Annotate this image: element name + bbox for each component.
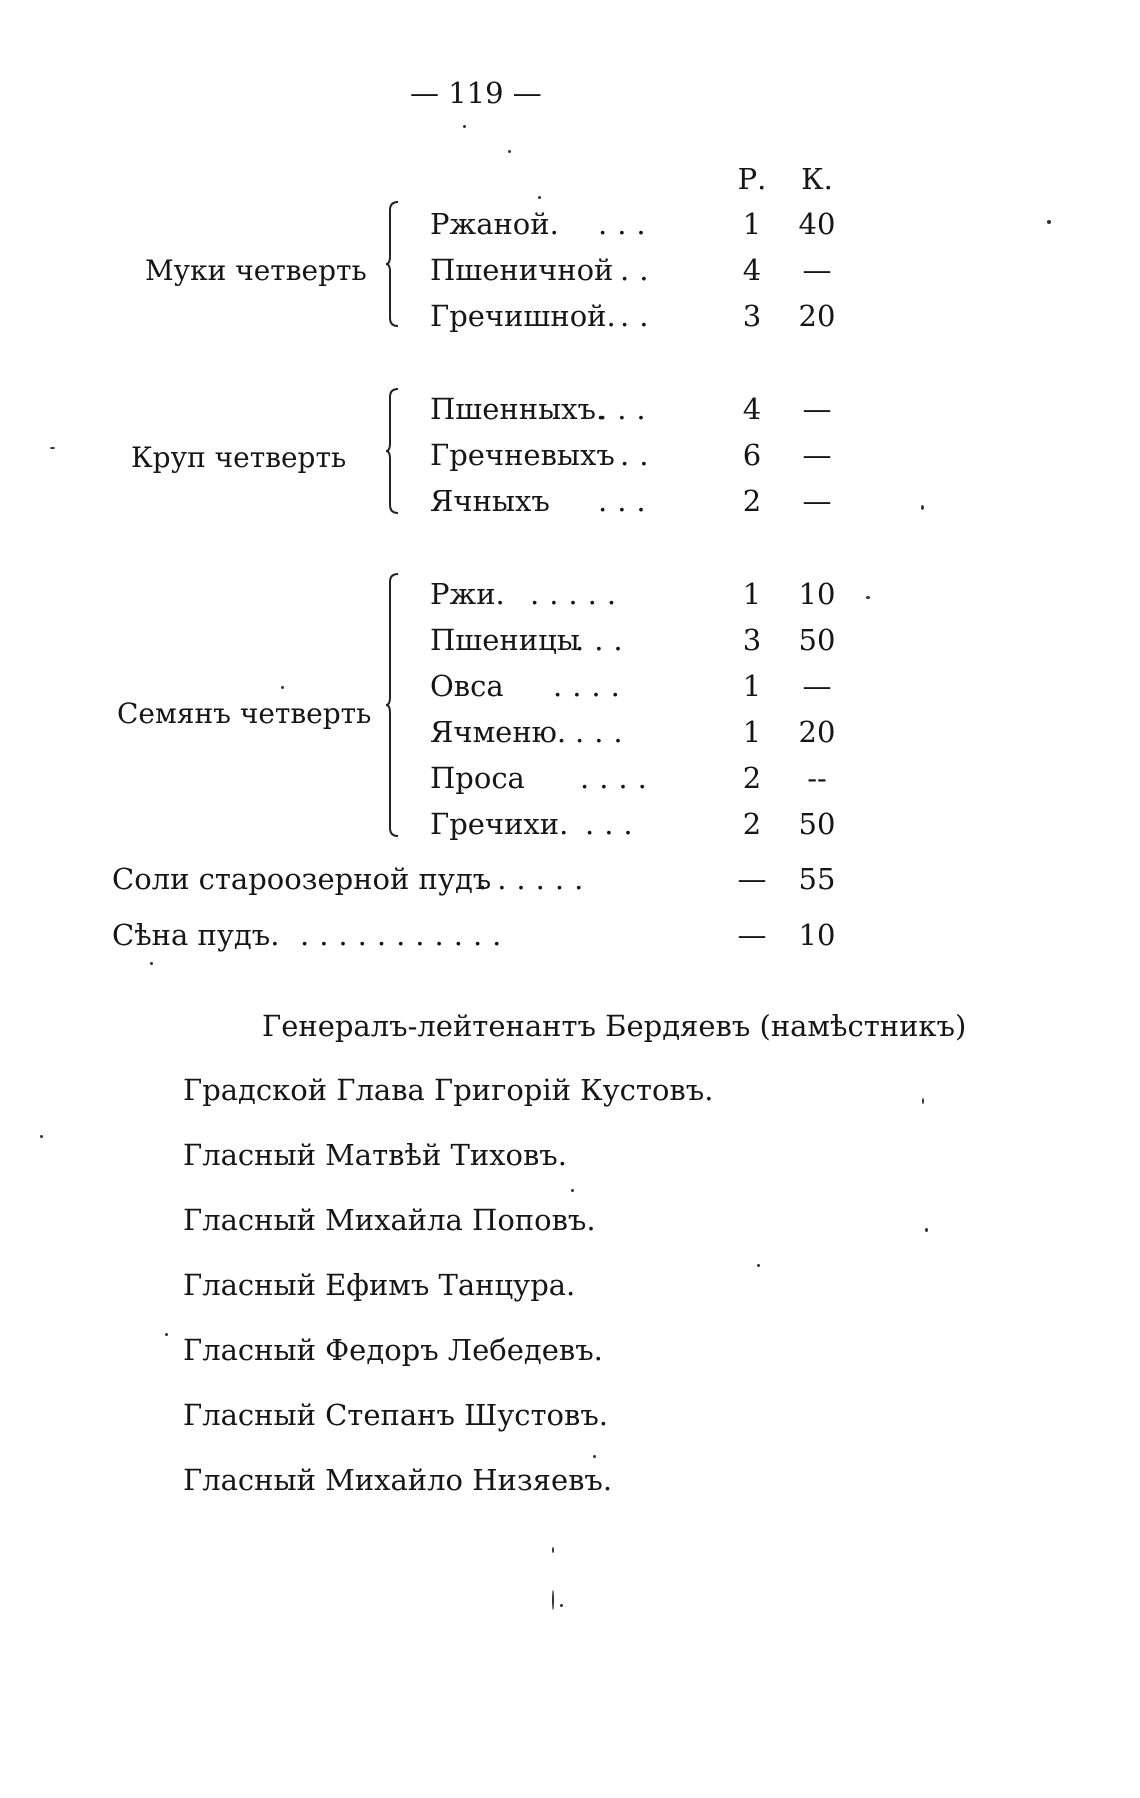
brace-icon — [386, 200, 400, 328]
price-kop: 40 — [798, 207, 836, 241]
item-name: Соли староозерной пудъ — [112, 862, 492, 896]
column-heading-kop: К. — [801, 162, 833, 196]
brace-icon — [386, 572, 400, 838]
scan-speck — [40, 1135, 43, 1138]
leader-dots: ... — [575, 623, 633, 657]
scan-speck — [571, 1189, 574, 1192]
scan-speck — [463, 125, 466, 128]
scan-speck — [538, 196, 541, 199]
leader-dots: ... — [598, 207, 656, 241]
scan-speck — [560, 1604, 563, 1607]
scan-speck — [925, 1228, 928, 1232]
page-number: — 119 — — [410, 76, 542, 110]
leader-dots: .... — [580, 761, 657, 795]
scan-speck — [1047, 220, 1051, 224]
item-name: Сѣна пудъ. — [112, 918, 280, 952]
leader-dots: ... — [575, 715, 633, 749]
item-name: Гречневыхъ — [430, 438, 615, 472]
scan-speck — [593, 1455, 596, 1458]
price-rub: 1 — [742, 669, 762, 703]
signature-line: Гласный Михайла Поповъ. — [183, 1203, 596, 1237]
price-kop: 55 — [798, 862, 836, 896]
scan-speck — [50, 447, 55, 449]
price-kop: 20 — [798, 299, 836, 333]
leader-dots: .. — [620, 299, 659, 333]
item-name: Пшенныхъ. — [430, 392, 606, 426]
price-kop: — — [802, 392, 832, 426]
signature-line: Градской Глава Григорій Кустовъ. — [183, 1073, 714, 1107]
price-rub: 4 — [742, 253, 762, 287]
leader-dots: ........... — [300, 918, 512, 952]
leader-dots: .. — [620, 253, 659, 287]
group-label: Круп четверть — [131, 441, 347, 474]
item-name: Ячменю. — [430, 715, 567, 749]
scan-speck — [922, 1098, 924, 1104]
price-rub: 1 — [742, 577, 762, 611]
leader-dots: .... — [553, 669, 630, 703]
scan-speck — [921, 505, 924, 510]
price-rub: 3 — [742, 299, 762, 333]
price-kop: — — [802, 438, 832, 472]
signature-line: Гласный Михайло Низяевъ. — [183, 1463, 613, 1497]
group-label: Муки четверть — [145, 254, 367, 287]
price-rub: 1 — [742, 715, 762, 749]
scan-speck — [552, 1547, 554, 1553]
item-name: Овса — [430, 669, 504, 703]
scan-speck — [757, 1264, 760, 1267]
price-kop: 20 — [798, 715, 836, 749]
item-name: Пшеничной — [430, 253, 614, 287]
price-kop: — — [802, 253, 832, 287]
price-rub: 2 — [742, 807, 762, 841]
item-name: Гречихи. — [430, 807, 569, 841]
signature-line: Гласный Степанъ Шустовъ. — [183, 1398, 609, 1432]
price-kop: — — [802, 484, 832, 518]
price-rub: — — [737, 862, 767, 896]
scan-speck — [508, 150, 511, 153]
price-rub: 3 — [742, 623, 762, 657]
signature-line: Гласный Ефимъ Танцура. — [183, 1268, 576, 1302]
item-name: Пшеницы — [430, 623, 580, 657]
leader-dots: ... — [598, 484, 656, 518]
price-rub: — — [737, 918, 767, 952]
item-name: Проса — [430, 761, 525, 795]
item-name: Гречишной. — [430, 299, 616, 333]
price-kop: — — [802, 669, 832, 703]
signature-title: Генералъ-лейтенантъ Бердяевъ (намѣстникъ) — [262, 1009, 967, 1043]
brace-icon — [386, 387, 400, 515]
scan-speck — [150, 962, 153, 965]
item-name: Ячныхъ — [430, 484, 550, 518]
leader-dots: ... — [585, 807, 643, 841]
price-rub: 6 — [742, 438, 762, 472]
scan-speck — [165, 1333, 168, 1336]
leader-dots: ... — [598, 392, 656, 426]
column-heading-rub: Р. — [737, 162, 767, 196]
scan-speck — [866, 596, 870, 599]
price-rub: 2 — [742, 761, 762, 795]
scan-speck — [281, 686, 284, 689]
signature-line: Гласный Матвѣй Тиховъ. — [183, 1138, 567, 1172]
leader-dots: .. — [620, 438, 659, 472]
scan-speck — [552, 1590, 554, 1610]
leader-dots: ..... — [530, 577, 627, 611]
price-kop: 10 — [798, 577, 836, 611]
price-rub: 1 — [742, 207, 762, 241]
price-rub: 4 — [742, 392, 762, 426]
price-kop: 50 — [798, 807, 836, 841]
price-kop: -- — [807, 761, 827, 795]
leader-dots: ...... — [478, 862, 594, 896]
price-rub: 2 — [742, 484, 762, 518]
signature-line: Гласный Федоръ Лебедевъ. — [183, 1333, 603, 1367]
group-label: Семянъ четверть — [117, 697, 372, 730]
item-name: Ржи. — [430, 577, 505, 611]
item-name: Ржаной. — [430, 207, 559, 241]
price-kop: 50 — [798, 623, 836, 657]
price-kop: 10 — [798, 918, 836, 952]
